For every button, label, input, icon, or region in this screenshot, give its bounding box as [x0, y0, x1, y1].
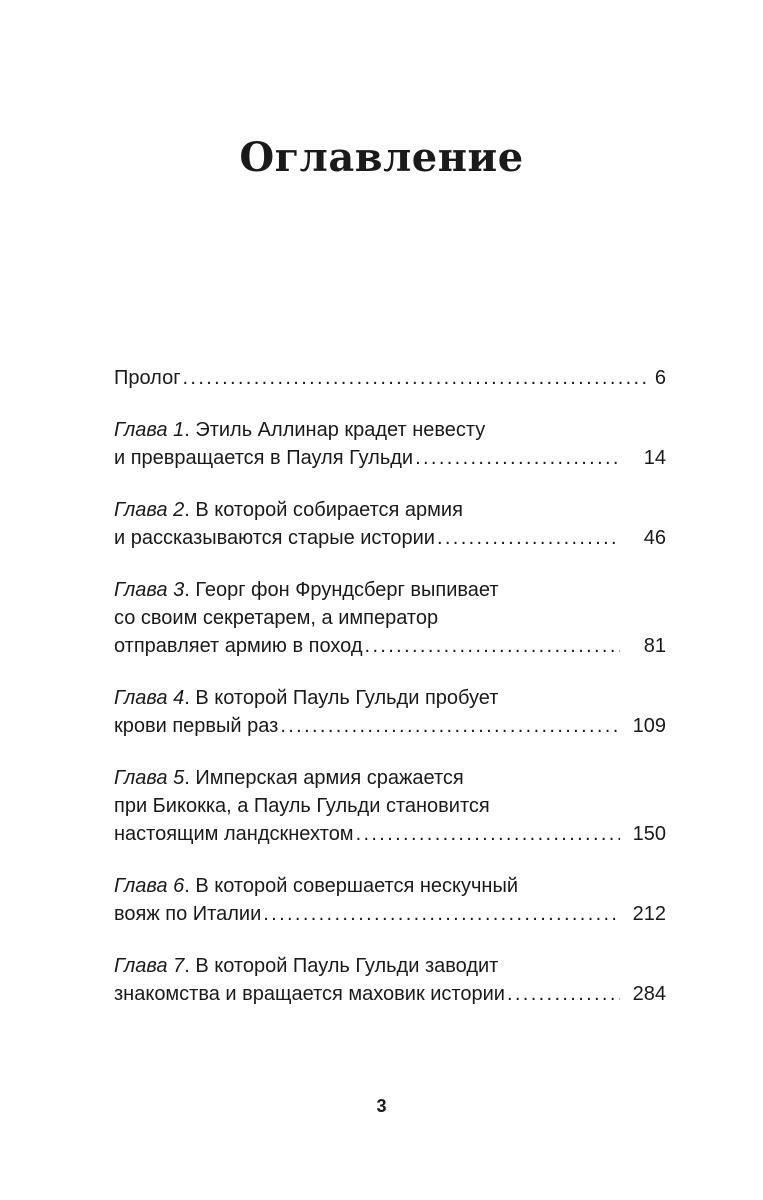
- toc-entry-title: . Георг фон Фрундсберг выпивает: [184, 579, 499, 601]
- toc-entry-line: [114, 576, 666, 604]
- toc-entry-line: [114, 980, 666, 1008]
- toc-entry-line: [114, 496, 666, 524]
- toc-entry-chapter-4[interactable]: [114, 684, 666, 740]
- toc-entry-chapter-7[interactable]: [114, 952, 666, 1008]
- toc-entry-chapter-6[interactable]: [114, 872, 666, 928]
- toc-entry-line: [114, 792, 666, 820]
- toc-page-number: 6: [654, 367, 666, 389]
- toc-page-number: 109: [632, 715, 666, 737]
- dot-leader: [365, 632, 620, 660]
- toc-entry-chapter-5[interactable]: [114, 764, 666, 848]
- dot-leader: [280, 712, 620, 740]
- toc-entry-line: [114, 712, 666, 740]
- toc-entry-line: [114, 872, 666, 900]
- toc-entry-title: . Имперская армия сражается: [184, 767, 464, 789]
- toc-entry-line: [114, 952, 666, 980]
- toc-entry-title: и превращается в Пауля Гульди: [114, 447, 414, 469]
- page-title: Оглавление: [239, 134, 524, 181]
- toc-entry-line: [114, 416, 666, 444]
- toc-entry-chapter-1[interactable]: [114, 416, 666, 472]
- chapter-prefix: Глава 4: [114, 687, 185, 709]
- toc-entry-chapter-2[interactable]: [114, 496, 666, 552]
- toc-page-number: 284: [632, 983, 666, 1005]
- toc-entry-title: со своим секретарем, а император: [114, 607, 439, 629]
- page-number-folio: 3: [376, 1096, 387, 1116]
- chapter-prefix: Глава 5: [114, 767, 185, 789]
- toc-entry-title: отправляет армию в поход: [114, 635, 363, 657]
- dot-leader: [183, 364, 651, 392]
- toc-entry-line: [114, 524, 666, 552]
- toc-entry-title: . В которой собирается армия: [184, 499, 463, 521]
- toc-entry-title: настоящим ландскнехтом: [114, 823, 354, 845]
- toc-entry-prologue[interactable]: [114, 364, 666, 392]
- toc-entry-line: [114, 604, 666, 632]
- toc-page-number: 81: [643, 635, 666, 657]
- toc-entry-label: Пролог: [114, 367, 181, 389]
- dot-leader: [356, 820, 620, 848]
- toc-entry-chapter-3[interactable]: [114, 576, 666, 660]
- toc-page-number: 150: [632, 823, 666, 845]
- toc-entry-title: . В которой Пауль Гульди пробует: [184, 687, 499, 709]
- toc-entry-title: . В которой Пауль Гульди заводит: [184, 955, 499, 977]
- dot-leader: [507, 980, 620, 1008]
- toc-page-number: 212: [632, 903, 666, 925]
- table-of-contents: [114, 364, 666, 1008]
- chapter-prefix: Глава 7: [114, 955, 185, 977]
- toc-entry-title: . Этиль Аллинар крадет невесту: [184, 419, 486, 441]
- chapter-prefix: Глава 1: [114, 419, 185, 441]
- toc-entry-title: знакомства и вращается маховик истории: [114, 983, 505, 1005]
- toc-entry-line: [114, 900, 666, 928]
- dot-leader: [437, 524, 620, 552]
- toc-entry-line: [114, 684, 666, 712]
- toc-entry-title: и рассказываются старые истории: [114, 527, 435, 549]
- toc-entry-line: [114, 364, 666, 392]
- dot-leader: [263, 900, 620, 928]
- toc-entry-title: крови первый раз: [114, 715, 279, 737]
- chapter-prefix: Глава 3: [114, 579, 185, 601]
- dot-leader: [415, 444, 620, 472]
- toc-entry-title: . В которой совершается нескучный: [184, 875, 519, 897]
- toc-page-number: 46: [643, 527, 666, 549]
- toc-entry-title: при Бикокка, а Пауль Гульди становится: [114, 795, 490, 817]
- chapter-prefix: Глава 6: [114, 875, 185, 897]
- chapter-prefix: Глава 2: [114, 499, 185, 521]
- toc-entry-line: [114, 444, 666, 472]
- toc-entry-line: [114, 820, 666, 848]
- toc-entry-title: вояж по Италии: [114, 903, 262, 925]
- toc-entry-line: [114, 632, 666, 660]
- toc-entry-line: [114, 764, 666, 792]
- toc-page-number: 14: [643, 447, 666, 469]
